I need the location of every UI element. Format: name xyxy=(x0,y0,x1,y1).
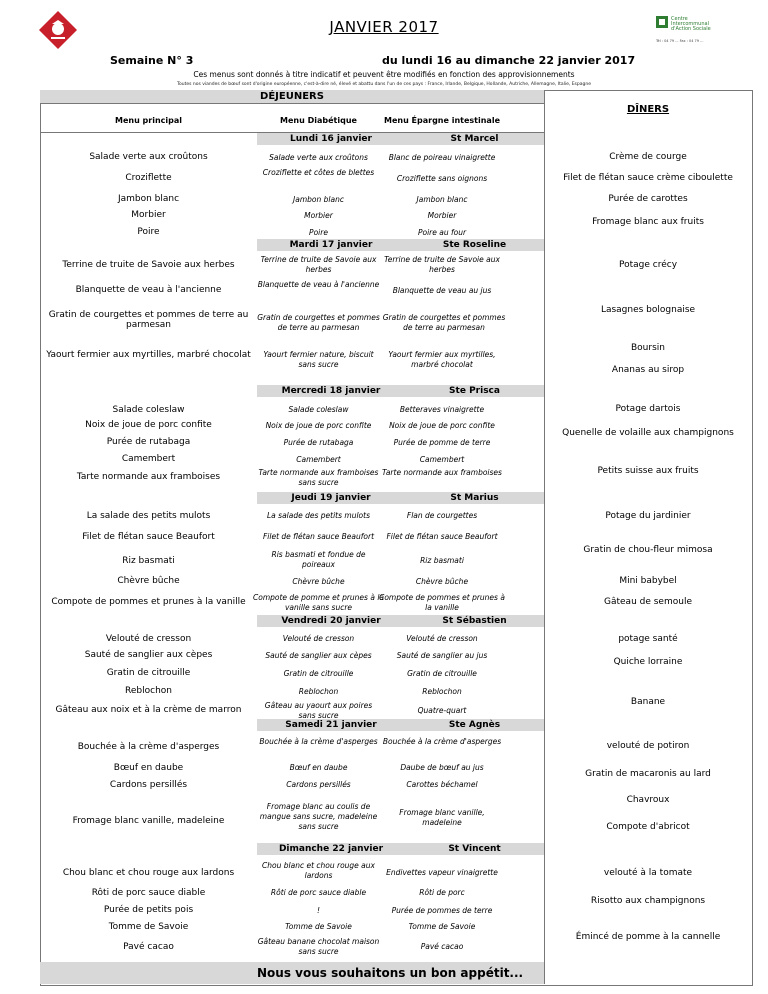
menu-item: Gratin de citrouille xyxy=(407,669,477,678)
menu-item: Filet de flétan sauce Beaufort xyxy=(386,532,498,541)
menu-item: Gâteau de semoule xyxy=(604,597,692,607)
menu-item: Reblochon xyxy=(125,686,172,696)
date-range: du lundi 16 au dimanche 22 janvier 2017 xyxy=(382,54,636,67)
menu-item: Rôti de porc sauce diable xyxy=(270,888,367,897)
menu-item: Gratin de citrouille xyxy=(106,668,191,678)
menu-item: Terrine de truite de Savoie aux herbes xyxy=(62,260,235,270)
menu-item: Purée de pommes de terre xyxy=(391,906,493,915)
menu-item: Quiche lorraine xyxy=(613,657,683,667)
menu-item: Tarte normande aux framboises xyxy=(76,472,221,482)
menu-item: Fromage blanc au coulis de mangue sans sucre, madeleine sans sucre xyxy=(259,802,378,831)
menu-item: Morbier xyxy=(131,210,166,220)
menu-item: La salade des petits mulots xyxy=(267,511,370,520)
menu-item: Filet de flétan sauce Beaufort xyxy=(82,532,215,542)
menu-item: Chou blanc et chou rouge aux lardons xyxy=(62,868,235,878)
menu-item: Pavé cacao xyxy=(123,942,174,952)
saint-name: St Marius xyxy=(450,493,499,503)
menu-item: Mini babybel xyxy=(619,576,677,586)
menu-item: Riz basmati xyxy=(420,556,464,565)
menu-item: Purée de carottes xyxy=(608,194,688,204)
menu-item: Gratin de macaronis au lard xyxy=(585,769,711,779)
menu-item: Daube de bœuf au jus xyxy=(400,763,484,772)
menu-item: Blanc de poireau vinaigrette xyxy=(388,153,496,162)
menu-item: Carottes béchamel xyxy=(406,780,478,789)
menu-item: Blanquette de veau à l'ancienne xyxy=(75,285,222,295)
menu-item: Tomme de Savoie xyxy=(408,922,476,931)
day-name: Lundi 16 janvier xyxy=(290,134,372,144)
menu-item: Potage crécy xyxy=(618,260,678,270)
menu-item: Jambon blanc xyxy=(117,194,180,204)
menu-item: Camembert xyxy=(121,454,176,464)
menu-item: Croziflette et côtes de blettes xyxy=(262,168,375,177)
menu-item: Chou blanc et chou rouge aux lardons xyxy=(262,861,375,880)
menu-item: Tomme de Savoie xyxy=(285,922,352,931)
menu-item: Salade verte aux croûtons xyxy=(269,153,368,162)
menu-item: Terrine de truite de Savoie aux herbes xyxy=(260,255,377,274)
menu-item: Velouté de cresson xyxy=(105,634,192,644)
menu-item: Compote de pommes et prunes à la vanille xyxy=(379,593,505,612)
menu-item: Camembert xyxy=(296,455,341,464)
menu-item: Jambon blanc xyxy=(416,195,468,204)
menu-item: Compote de pomme et prunes à la vanille sans sucre xyxy=(253,593,384,612)
menu-item: Quatre-quart xyxy=(417,706,467,715)
menu-item: Riz basmati xyxy=(122,556,175,566)
menu-item: Salade coleslaw xyxy=(112,405,185,415)
menu-item: Potage du jardinier xyxy=(605,511,691,521)
menu-item: Reblochon xyxy=(422,687,462,696)
page-title: JANVIER 2017 xyxy=(329,18,439,36)
day-name: Samedi 21 janvier xyxy=(285,720,377,730)
menu-item: Betteraves vinaigrette xyxy=(399,405,485,414)
logo-phone: Tél : 04 79 ... Fax : 04 79 ... xyxy=(656,39,704,43)
menu-item: Gâteau au yaourt aux poires sans sucre xyxy=(264,701,373,720)
menu-item: Poire xyxy=(137,227,160,237)
day-band-mercredi xyxy=(257,385,544,397)
menu-item: Bouchée à la crème d'asperges xyxy=(259,737,378,746)
menu-item: Fromage blanc aux fruits xyxy=(592,217,704,227)
menu-item: velouté à la tomate xyxy=(603,868,693,878)
menu-item: Purée de pomme de terre xyxy=(393,438,491,447)
menu-item: Potage dartois xyxy=(615,404,681,414)
menu-item: Tarte normande aux framboises xyxy=(382,468,502,477)
logo-line-1: Centre xyxy=(671,16,688,22)
menu-item: Purée de rutabaga xyxy=(106,437,191,447)
diners-heading: DÎNERS xyxy=(626,104,670,115)
menu-item: Gâteau banane chocolat maison sans sucre xyxy=(257,937,380,956)
menu-item: Rôti de porc xyxy=(419,888,465,897)
saint-name: St Sébastien xyxy=(442,616,507,626)
menu-item: Velouté de cresson xyxy=(406,634,478,643)
menu-item: Poire au four xyxy=(417,228,467,237)
saint-name: Ste Agnès xyxy=(448,720,501,730)
menu-item: potage santé xyxy=(618,634,678,644)
menu-item: Poire xyxy=(309,228,328,237)
menu-item: Chèvre bûche xyxy=(415,577,469,586)
menu-item: Camembert xyxy=(419,455,465,464)
menu-item: Cardons persillés xyxy=(109,780,188,790)
menu-item: Purée de rutabaga xyxy=(283,438,354,447)
menu-item: Boursin xyxy=(631,343,665,353)
menu-item: Tomme de Savoie xyxy=(108,922,189,932)
meat-origin-note: Toutes nos viandes de bœuf sont d'origine européenne, c'est-à-dire né, élevé et abattu dans l'un de ces pays : France, Irlande, Belgique, Hollande, Autriche, Allemagne, Italie, Espagne xyxy=(176,82,591,87)
day-name: Vendredi 20 janvier xyxy=(281,616,381,626)
menu-item: Crème de courge xyxy=(609,152,687,162)
menu-notice: Ces menus sont donnés à titre indicatif et peuvent être modifiés en fonction des approvisionnements xyxy=(193,70,575,79)
menu-item: Flan de courgettes xyxy=(406,511,478,520)
menu-item: Filet de flétan sauce Beaufort xyxy=(262,532,375,541)
col-header-diabetique: Menu Diabétique xyxy=(280,116,357,125)
menu-item: Morbier xyxy=(304,211,333,220)
menu-item: Émincé de pomme à la cannelle xyxy=(575,932,721,942)
menu-item: Jambon blanc xyxy=(293,195,344,204)
day-name: Mercredi 18 janvier xyxy=(281,386,381,396)
menu-item: Lasagnes bolognaise xyxy=(600,305,696,315)
menu-item: Ris basmati et fondue de poireaux xyxy=(271,550,366,569)
menu-item: Terrine de truite de Savoie aux herbes xyxy=(384,255,500,274)
menu-item: Sauté de sanglier au jus xyxy=(396,651,488,660)
menu-item: Chavroux xyxy=(626,795,670,805)
menu-item: Croziflette sans oignons xyxy=(396,174,488,183)
bon-appetit-message: Nous vous souhaitons un bon appétit... xyxy=(257,966,524,980)
menu-item: Banane xyxy=(630,697,666,707)
menu-item: Salade verte aux croûtons xyxy=(89,152,208,162)
menu-item: velouté de potiron xyxy=(606,741,690,751)
day-name: Dimanche 22 janvier xyxy=(278,844,384,854)
menu-item: Chèvre bûche xyxy=(117,576,180,586)
day-band-jeudi xyxy=(257,492,544,504)
menu-item: Gratin de courgettes et pommes de terre au parmesan xyxy=(257,313,380,332)
menu-item: Blanquette de veau à l'ancienne xyxy=(257,280,380,289)
menu-item: Purée de petits pois xyxy=(103,905,194,915)
day-name: Mardi 17 janvier xyxy=(289,240,373,250)
menu-item: Rôti de porc sauce diable xyxy=(91,888,206,898)
menu-item: Risotto aux champignons xyxy=(590,896,706,906)
menu-item: Bouchée à la crème d'asperges xyxy=(382,737,502,746)
menu-item: Bœuf en daube xyxy=(289,763,348,772)
logo-line-3: d'Action Sociale xyxy=(671,26,711,32)
menu-item: Pavé cacao xyxy=(420,942,464,951)
menu-item: Yaourt fermier nature, biscuit sans sucre xyxy=(263,350,374,369)
saint-name: St Vincent xyxy=(448,844,501,854)
menu-item: Sauté de sanglier aux cèpes xyxy=(265,651,372,660)
menu-item: Fromage blanc vanille, madeleine xyxy=(72,816,225,826)
menu-item: Sauté de sanglier aux cèpes xyxy=(84,650,213,660)
menu-item: Gratin de courgettes et pommes de terre au parmesan xyxy=(382,313,506,332)
menu-item: Petits suisse aux fruits xyxy=(597,466,699,476)
menu-item: Croziflette xyxy=(125,173,172,183)
menu-item: Noix de joue de porc confite xyxy=(265,421,372,430)
col-header-main: Menu principal xyxy=(114,116,183,125)
week-number: Semaine N° 3 xyxy=(110,54,194,67)
saint-name: St Marcel xyxy=(450,134,499,144)
menu-item: Gâteau aux noix et à la crème de marron xyxy=(55,705,242,715)
menu-item: Yaourt fermier aux myrtilles, marbré chocolat xyxy=(388,350,496,369)
menu-item: Cardons persillés xyxy=(286,780,351,789)
menu-item: Gratin de courgettes et pommes de terre au parmesan xyxy=(48,310,249,330)
menu-item: Gratin de chou-fleur mimosa xyxy=(583,545,713,555)
menu-item: Filet de flétan sauce crème ciboulette xyxy=(563,173,733,183)
menu-item: Velouté de cresson xyxy=(282,634,355,643)
menu-item: Ananas au sirop xyxy=(611,365,685,375)
menu-item: Quenelle de volaille aux champignons xyxy=(562,428,734,438)
dejeuners-heading: DÉJEUNERS xyxy=(260,91,324,102)
menu-item: Morbier xyxy=(427,211,457,220)
day-band-vendredi xyxy=(257,615,544,627)
day-band-dimanche xyxy=(257,843,544,855)
menu-item: Gratin de citrouille xyxy=(283,669,354,678)
menu-item: Blanquette de veau au jus xyxy=(392,286,492,295)
menu-item: Endivettes vapeur vinaigrette xyxy=(386,868,498,877)
day-band-mardi xyxy=(257,239,544,251)
col-header-epargne: Menu Épargne intestinale xyxy=(383,116,500,125)
menu-item: Yaourt fermier aux myrtilles, marbré chocolat xyxy=(46,350,251,360)
saint-name: Ste Roseline xyxy=(442,240,507,250)
logo-line-2: Intercommunal xyxy=(671,21,709,27)
menu-item: Bouchée à la crème d'asperges xyxy=(77,742,220,752)
menu-item: Chèvre bûche xyxy=(292,577,345,586)
menu-item: Bœuf en daube xyxy=(113,763,184,773)
menu-item: Salade coleslaw xyxy=(288,405,349,414)
day-band-lundi xyxy=(257,133,544,145)
menu-item: Tarte normande aux framboises sans sucre xyxy=(258,468,379,487)
menu-item: Noix de joue de porc confite xyxy=(85,420,212,430)
menu-item: ! xyxy=(316,906,320,915)
menu-item: Compote de pommes et prunes à la vanille xyxy=(51,597,246,607)
menu-item: Fromage blanc vanille, madeleine xyxy=(399,808,485,827)
day-name: Jeudi 19 janvier xyxy=(291,493,371,503)
saint-name: Ste Prisca xyxy=(449,386,500,396)
menu-item: Noix de joue de porc confite xyxy=(389,421,495,430)
menu-item: La salade des petits mulots xyxy=(86,511,211,521)
menu-item: Reblochon xyxy=(298,687,339,696)
menu-item: Compote d'abricot xyxy=(606,822,690,832)
